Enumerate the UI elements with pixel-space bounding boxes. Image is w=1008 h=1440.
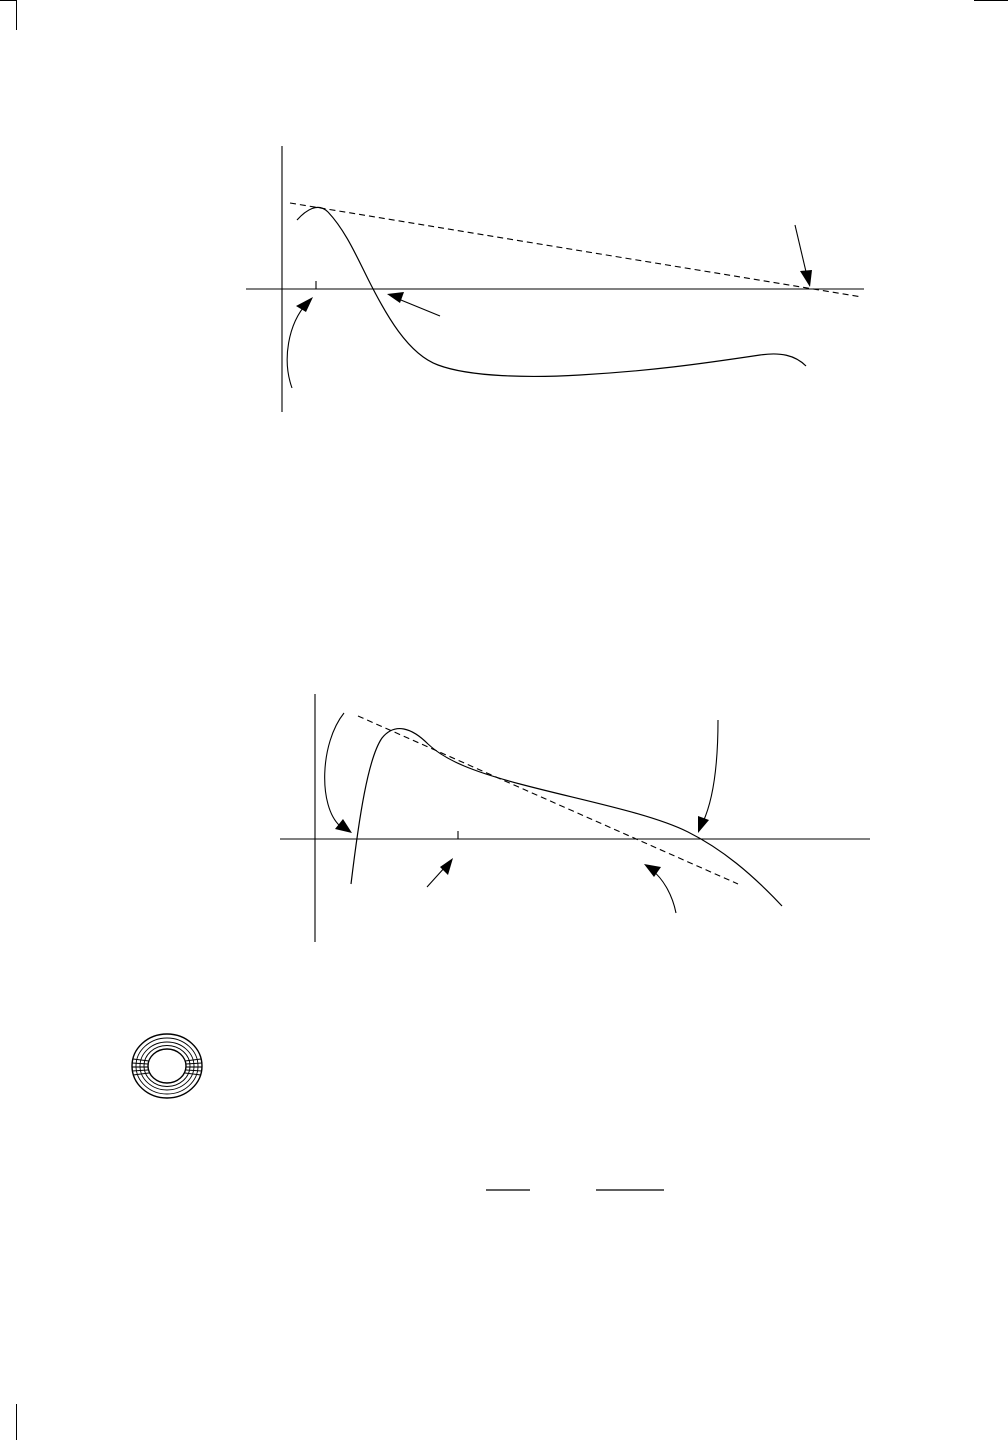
lower-graph-figure bbox=[0, 688, 1008, 948]
upper-arrow-start-point bbox=[287, 303, 307, 388]
crop-mark-bottom-left bbox=[16, 1404, 17, 1440]
upper-graph-figure bbox=[0, 140, 1008, 420]
fraction-bars-svg bbox=[0, 1180, 1008, 1200]
lower-tangent-line bbox=[358, 716, 738, 884]
upper-arrow-root bbox=[396, 298, 440, 316]
formula-fraction-bars bbox=[0, 1180, 1008, 1200]
lower-arrowhead-start-point bbox=[440, 858, 453, 875]
lower-arrowhead-first-root bbox=[335, 819, 352, 833]
lifebuoy-icon bbox=[130, 1032, 204, 1100]
upper-tangent-line bbox=[290, 203, 862, 297]
lower-arrowhead-tangent-intercept bbox=[644, 864, 661, 877]
lower-arrowhead-second-root bbox=[698, 816, 709, 833]
lower-arrow-first-root bbox=[325, 713, 344, 826]
upper-arrowhead-start-point bbox=[296, 297, 313, 312]
lower-arrow-second-root bbox=[703, 720, 718, 822]
lower-arrow-tangent-intercept bbox=[652, 870, 676, 913]
crop-mark-top-left-h bbox=[0, 0, 16, 1]
upper-arrowhead-tangent-intercept bbox=[800, 270, 812, 287]
lifebuoy-icon-svg bbox=[130, 1032, 204, 1100]
upper-arrow-tangent-intercept bbox=[795, 225, 807, 276]
crop-mark-top-right bbox=[974, 0, 1008, 1]
lower-graph-svg bbox=[0, 688, 1008, 948]
crop-mark-top-left-v bbox=[16, 0, 17, 30]
upper-function-curve bbox=[297, 207, 806, 376]
upper-graph-svg bbox=[0, 140, 1008, 420]
upper-arrowhead-root bbox=[387, 292, 404, 303]
